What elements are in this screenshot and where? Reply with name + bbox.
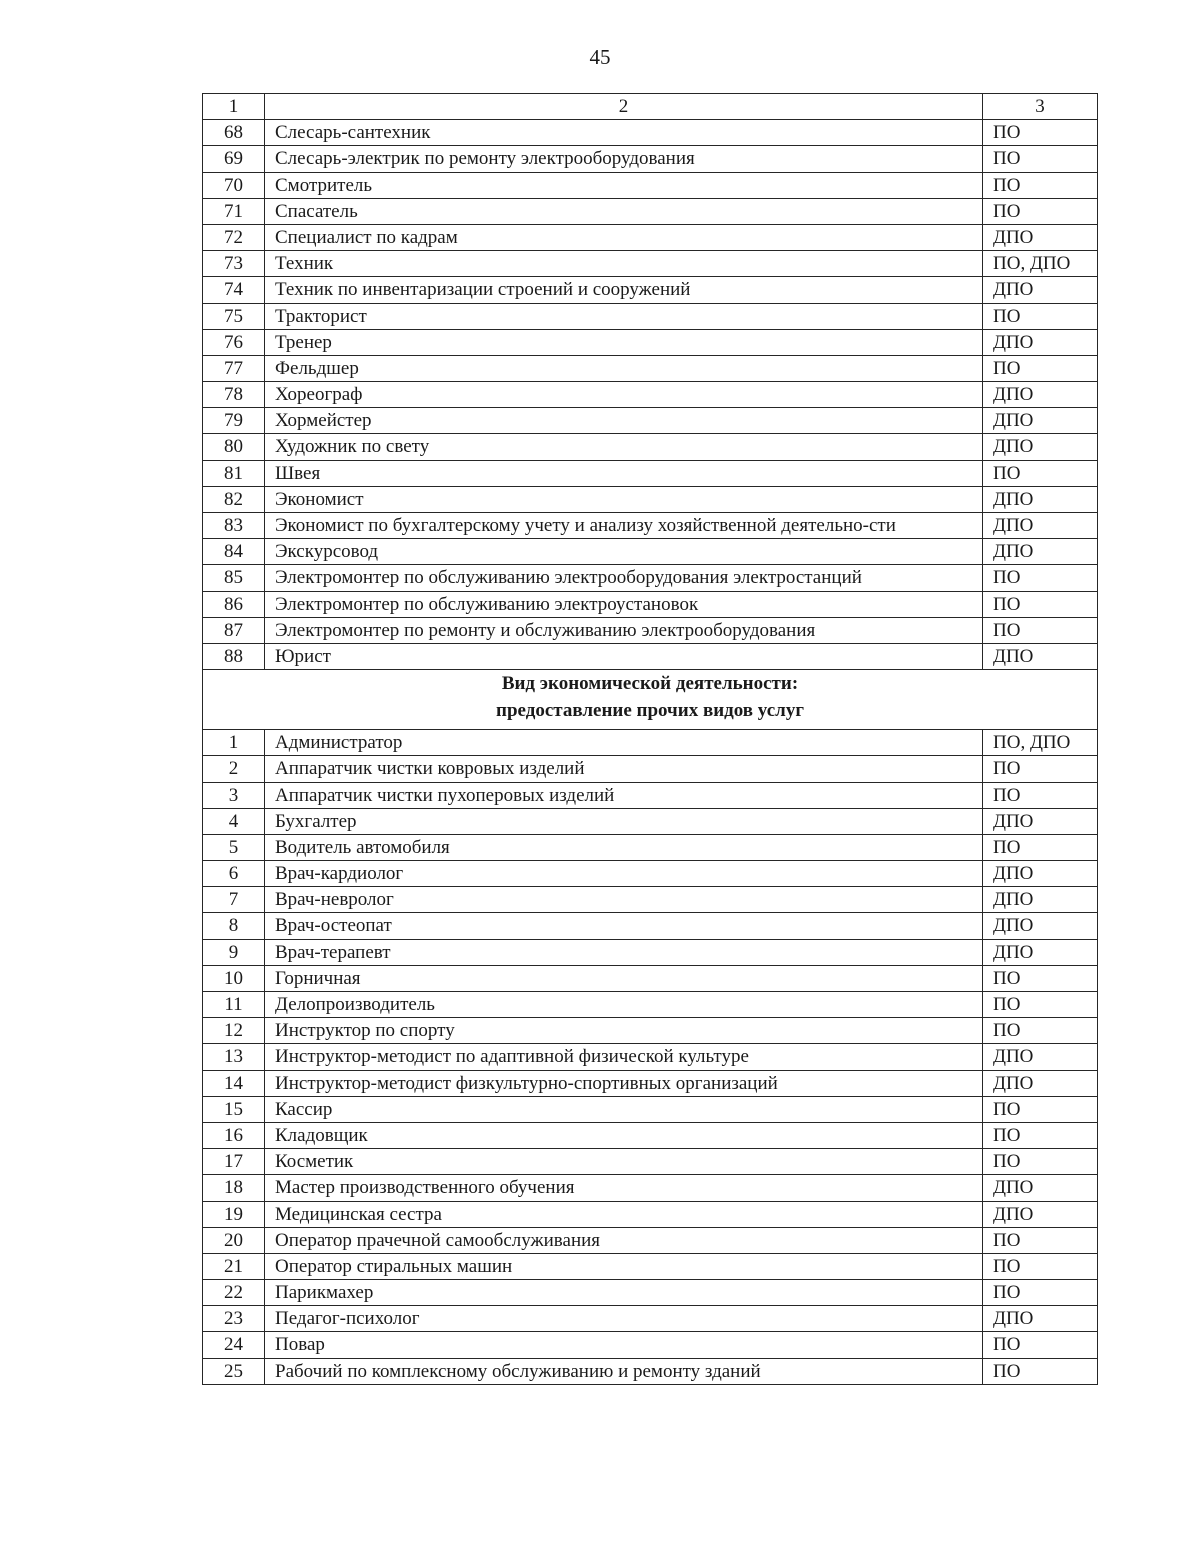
row-number: 79: [203, 408, 265, 434]
row-number: 6: [203, 861, 265, 887]
profession-name: Техник: [265, 251, 983, 277]
row-number: 17: [203, 1149, 265, 1175]
education-type: ПО: [983, 1358, 1098, 1384]
row-number: 81: [203, 460, 265, 486]
table-row: [203, 513, 1098, 539]
row-number: 15: [203, 1096, 265, 1122]
row-number: 78: [203, 382, 265, 408]
row-number: 72: [203, 224, 265, 250]
profession-name: Аппаратчик чистки ковровых изделий: [265, 756, 983, 782]
profession-name: Специалист по кадрам: [265, 224, 983, 250]
profession-name: Инструктор по спорту: [265, 1018, 983, 1044]
professions-table: [202, 93, 1098, 1385]
education-type: ПО: [983, 965, 1098, 991]
table-row: [203, 1175, 1098, 1201]
education-type: ПО: [983, 834, 1098, 860]
row-number: 69: [203, 146, 265, 172]
education-type: ПО: [983, 146, 1098, 172]
table-row: [203, 408, 1098, 434]
table-row: [203, 887, 1098, 913]
education-type: ПО: [983, 120, 1098, 146]
education-type: ПО: [983, 1332, 1098, 1358]
table-row: [203, 434, 1098, 460]
row-number: 85: [203, 565, 265, 591]
table-row: [203, 1201, 1098, 1227]
row-number: 5: [203, 834, 265, 860]
profession-name: Оператор стиральных машин: [265, 1253, 983, 1279]
table-row: [203, 460, 1098, 486]
education-type: ПО: [983, 1280, 1098, 1306]
section-heading-row: [203, 670, 1098, 730]
education-type: ПО, ДПО: [983, 251, 1098, 277]
education-type: ДПО: [983, 539, 1098, 565]
page-number: 45: [589, 45, 611, 69]
row-number: 9: [203, 939, 265, 965]
row-number: 84: [203, 539, 265, 565]
education-type: ДПО: [983, 1306, 1098, 1332]
table-header-row: [203, 94, 1098, 120]
profession-name: Горничная: [265, 965, 983, 991]
row-number: 20: [203, 1227, 265, 1253]
education-type: ПО: [983, 1096, 1098, 1122]
table-row: [203, 1253, 1098, 1279]
education-type: ДПО: [983, 861, 1098, 887]
table-row: [203, 1227, 1098, 1253]
profession-name: Электромонтер по обслуживанию электрооборудования электростанций: [265, 565, 983, 591]
education-type: ПО: [983, 756, 1098, 782]
row-number: 74: [203, 277, 265, 303]
table-row: [203, 1332, 1098, 1358]
table-row: [203, 329, 1098, 355]
education-type: ПО: [983, 591, 1098, 617]
profession-name: Кассир: [265, 1096, 983, 1122]
table-row: [203, 172, 1098, 198]
row-number: 71: [203, 198, 265, 224]
table-row: [203, 834, 1098, 860]
profession-name: Экономист по бухгалтерскому учету и анализу хозяйственной деятельно-сти: [265, 513, 983, 539]
table-row: [203, 146, 1098, 172]
education-type: ДПО: [983, 434, 1098, 460]
row-number: 24: [203, 1332, 265, 1358]
profession-name: Администратор: [265, 730, 983, 756]
education-type: ДПО: [983, 1070, 1098, 1096]
profession-name: Аппаратчик чистки пухоперовых изделий: [265, 782, 983, 808]
education-type: ПО: [983, 782, 1098, 808]
table-row: [203, 198, 1098, 224]
profession-name: Фельдшер: [265, 355, 983, 381]
header-col-1: 1: [203, 94, 265, 120]
table-row: [203, 965, 1098, 991]
row-number: 13: [203, 1044, 265, 1070]
education-type: ДПО: [983, 1201, 1098, 1227]
profession-name: Слесарь-электрик по ремонту электрооборудования: [265, 146, 983, 172]
education-type: ДПО: [983, 913, 1098, 939]
table-row: [203, 782, 1098, 808]
table-row: [203, 539, 1098, 565]
table-row: [203, 251, 1098, 277]
profession-name: Водитель автомобиля: [265, 834, 983, 860]
table-row: [203, 1149, 1098, 1175]
table-row: [203, 808, 1098, 834]
table-row: [203, 617, 1098, 643]
profession-name: Тракторист: [265, 303, 983, 329]
profession-name: Рабочий по комплексному обслуживанию и ремонту зданий: [265, 1358, 983, 1384]
profession-name: Врач-остеопат: [265, 913, 983, 939]
profession-name: Художник по свету: [265, 434, 983, 460]
table-row: [203, 1306, 1098, 1332]
education-type: ПО: [983, 198, 1098, 224]
profession-name: Экскурсовод: [265, 539, 983, 565]
header-col-3: 3: [983, 94, 1098, 120]
education-type: ПО: [983, 355, 1098, 381]
section-heading-line2: предоставление прочих видов услуг: [496, 700, 804, 722]
section-heading: [203, 670, 1098, 730]
table-row: [203, 992, 1098, 1018]
row-number: 80: [203, 434, 265, 460]
table-row: [203, 861, 1098, 887]
education-type: ПО: [983, 460, 1098, 486]
table-row: [203, 643, 1098, 669]
row-number: 77: [203, 355, 265, 381]
row-number: 76: [203, 329, 265, 355]
education-type: ДПО: [983, 1175, 1098, 1201]
table-row: [203, 939, 1098, 965]
profession-name: Спасатель: [265, 198, 983, 224]
profession-name: Бухгалтер: [265, 808, 983, 834]
profession-name: Косметик: [265, 1149, 983, 1175]
table-row: [203, 756, 1098, 782]
education-type: ПО: [983, 617, 1098, 643]
table-row: [203, 303, 1098, 329]
row-number: 86: [203, 591, 265, 617]
education-type: ДПО: [983, 939, 1098, 965]
education-type: ПО: [983, 1149, 1098, 1175]
row-number: 75: [203, 303, 265, 329]
profession-name: Инструктор-методист по адаптивной физической культуре: [265, 1044, 983, 1070]
education-type: ПО, ДПО: [983, 730, 1098, 756]
profession-name: Техник по инвентаризации строений и сооружений: [265, 277, 983, 303]
profession-name: Делопроизводитель: [265, 992, 983, 1018]
table-row: [203, 1096, 1098, 1122]
education-type: ДПО: [983, 277, 1098, 303]
education-type: ДПО: [983, 808, 1098, 834]
row-number: 1: [203, 730, 265, 756]
table-row: [203, 1018, 1098, 1044]
education-type: ПО: [983, 565, 1098, 591]
row-number: 19: [203, 1201, 265, 1227]
table-row: [203, 591, 1098, 617]
profession-name: Слесарь-сантехник: [265, 120, 983, 146]
education-type: ДПО: [983, 408, 1098, 434]
profession-name: Парикмахер: [265, 1280, 983, 1306]
row-number: 83: [203, 513, 265, 539]
row-number: 23: [203, 1306, 265, 1332]
row-number: 18: [203, 1175, 265, 1201]
row-number: 70: [203, 172, 265, 198]
profession-name: Оператор прачечной самообслуживания: [265, 1227, 983, 1253]
profession-name: Хореограф: [265, 382, 983, 408]
row-number: 22: [203, 1280, 265, 1306]
profession-name: Электромонтер по ремонту и обслуживанию электрооборудования: [265, 617, 983, 643]
table-row: [203, 382, 1098, 408]
table-row: [203, 486, 1098, 512]
profession-name: Экономист: [265, 486, 983, 512]
education-type: ПО: [983, 1122, 1098, 1148]
row-number: 14: [203, 1070, 265, 1096]
education-type: ДПО: [983, 486, 1098, 512]
table-row: [203, 1358, 1098, 1384]
section-heading-line1: Вид экономической деятельности:: [501, 673, 799, 695]
row-number: 7: [203, 887, 265, 913]
table-row: [203, 1122, 1098, 1148]
row-number: 73: [203, 251, 265, 277]
professions-table-body: [203, 94, 1098, 1385]
profession-name: Юрист: [265, 643, 983, 669]
profession-name: Смотритель: [265, 172, 983, 198]
table-row: [203, 1044, 1098, 1070]
profession-name: Врач-кардиолог: [265, 861, 983, 887]
row-number: 2: [203, 756, 265, 782]
row-number: 11: [203, 992, 265, 1018]
education-type: ПО: [983, 303, 1098, 329]
profession-name: Электромонтер по обслуживанию электроустановок: [265, 591, 983, 617]
profession-name: Врач-невролог: [265, 887, 983, 913]
row-number: 12: [203, 1018, 265, 1044]
table-row: [203, 1070, 1098, 1096]
profession-name: Мастер производственного обучения: [265, 1175, 983, 1201]
row-number: 3: [203, 782, 265, 808]
profession-name: Медицинская сестра: [265, 1201, 983, 1227]
education-type: ПО: [983, 1253, 1098, 1279]
header-col-2: 2: [265, 94, 983, 120]
education-type: ПО: [983, 1018, 1098, 1044]
row-number: 82: [203, 486, 265, 512]
profession-name: Врач-терапевт: [265, 939, 983, 965]
education-type: ПО: [983, 172, 1098, 198]
table-row: [203, 1280, 1098, 1306]
education-type: ДПО: [983, 1044, 1098, 1070]
table-row: [203, 565, 1098, 591]
education-type: ДПО: [983, 329, 1098, 355]
table-row: [203, 730, 1098, 756]
profession-name: Педагог-психолог: [265, 1306, 983, 1332]
education-type: ПО: [983, 992, 1098, 1018]
profession-name: Тренер: [265, 329, 983, 355]
education-type: ДПО: [983, 887, 1098, 913]
row-number: 88: [203, 643, 265, 669]
table-row: [203, 913, 1098, 939]
row-number: 10: [203, 965, 265, 991]
row-number: 25: [203, 1358, 265, 1384]
profession-name: Швея: [265, 460, 983, 486]
row-number: 68: [203, 120, 265, 146]
table-row: [203, 120, 1098, 146]
table-row: [203, 277, 1098, 303]
education-type: ПО: [983, 1227, 1098, 1253]
profession-name: Хормейстер: [265, 408, 983, 434]
table-row: [203, 355, 1098, 381]
row-number: 16: [203, 1122, 265, 1148]
table-row: [203, 224, 1098, 250]
education-type: ДПО: [983, 513, 1098, 539]
row-number: 4: [203, 808, 265, 834]
profession-name: Инструктор-методист физкультурно-спортивных организаций: [265, 1070, 983, 1096]
profession-name: Кладовщик: [265, 1122, 983, 1148]
education-type: ДПО: [983, 382, 1098, 408]
row-number: 8: [203, 913, 265, 939]
education-type: ДПО: [983, 224, 1098, 250]
row-number: 87: [203, 617, 265, 643]
education-type: ДПО: [983, 643, 1098, 669]
row-number: 21: [203, 1253, 265, 1279]
profession-name: Повар: [265, 1332, 983, 1358]
